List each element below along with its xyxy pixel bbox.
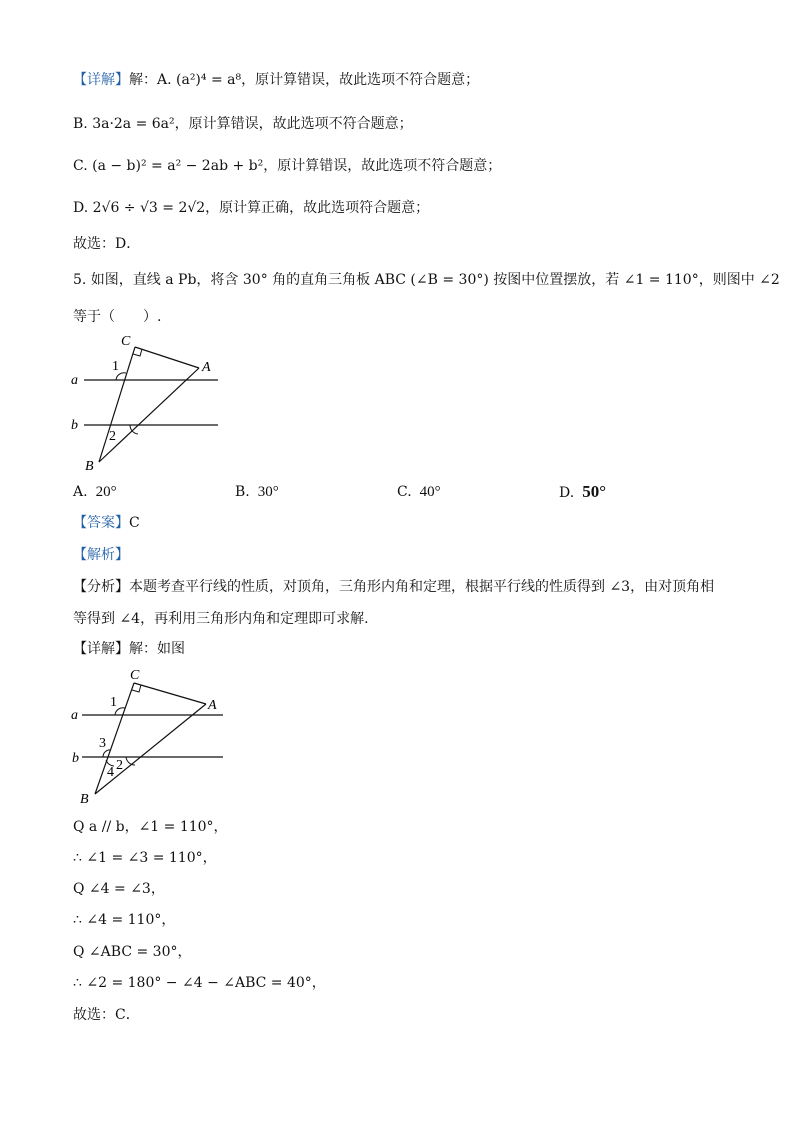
label-A: A (208, 698, 217, 713)
fenxi-line1 (73, 577, 714, 597)
label-1: 1 (110, 695, 117, 710)
label-4: 4 (107, 765, 114, 780)
step-6: ∴ ∠2 = 180° − ∠4 − ∠ABC = 40°， (73, 975, 326, 991)
label-b: b (72, 751, 79, 766)
answer-value: C (129, 515, 140, 531)
label-2: 2 (116, 758, 123, 773)
detail-label: 【详解】 (73, 72, 129, 88)
step-5: Q ∠ABC = 30°， (73, 944, 192, 960)
answer-label: 【答案】 (73, 515, 129, 531)
q4-detail-line (73, 70, 479, 90)
q4-option-c-solution: C. (a − b)² = a² − 2ab + b²，原计算错误，故此选项不符合题意； (73, 158, 502, 174)
angle-2-arc (126, 757, 135, 765)
label-C: C (130, 668, 140, 683)
detail-label-2: 【详解】 (73, 641, 129, 657)
q5-figure-1 (60, 330, 235, 478)
q4-option-b-solution: B. 3a·2a = 6a²，原计算错误，故此选项不符合题意； (73, 116, 413, 132)
option-c[interactable]: C. 40° (397, 484, 441, 500)
label-2: 2 (109, 429, 116, 444)
option-b[interactable]: B. 30° (235, 484, 279, 500)
analysis-label: 【解析】 (73, 547, 129, 563)
step-2: ∴ ∠1 = ∠3 = 110°， (73, 850, 217, 866)
label-3: 3 (99, 736, 106, 751)
side-ab (95, 704, 206, 794)
detail-line (73, 639, 185, 659)
side-ca (135, 347, 199, 368)
fenxi-label: 【分析】 (73, 579, 129, 595)
q4-choice: 故选：D． (73, 236, 141, 252)
label-B: B (85, 459, 94, 474)
q5-choice: 故选：C． (73, 1007, 140, 1023)
option-d[interactable]: D. 50° (559, 482, 606, 501)
label-C: C (121, 334, 131, 349)
label-a: a (71, 708, 78, 723)
answer-line (73, 513, 140, 533)
q4-option-a-solution: 解：A. (a²)⁴ = a⁸，原计算错误，故此选项不符合题意； (129, 72, 480, 88)
q5-stem-line2: 等于（ ）. (73, 309, 162, 325)
step-1: Q a // b，∠1 = 110°， (73, 819, 228, 835)
fenxi-line2: 等得到 ∠4，再利用三角形内角和定理即可求解. (73, 611, 369, 627)
step-4: ∴ ∠4 = 110°， (73, 912, 176, 928)
label-A: A (202, 360, 211, 375)
label-B: B (80, 792, 89, 807)
option-a[interactable]: A. 20° (73, 484, 117, 500)
q5-stem-line1: 5. 如图，直线 a Pb，将含 30° 角的直角三角板 ABC (∠B = 30°) 按图中位置摆放，若 ∠1 = 110°，则图中 ∠2 (73, 272, 780, 288)
label-b: b (71, 418, 78, 433)
q5-figure-2 (60, 662, 235, 810)
label-1: 1 (112, 359, 119, 374)
q4-option-d-solution: D. 2√6 ÷ √3 = 2√2，原计算正确，故此选项符合题意； (73, 200, 430, 216)
label-a: a (71, 373, 78, 388)
step-3: Q ∠4 = ∠3， (73, 881, 165, 897)
fenxi-text1: 本题考查平行线的性质，对顶角，三角形内角和定理，根据平行线的性质得到 ∠3，由对顶角相 (129, 579, 715, 595)
side-ca (134, 683, 206, 704)
detail-text: 解：如图 (129, 641, 185, 657)
